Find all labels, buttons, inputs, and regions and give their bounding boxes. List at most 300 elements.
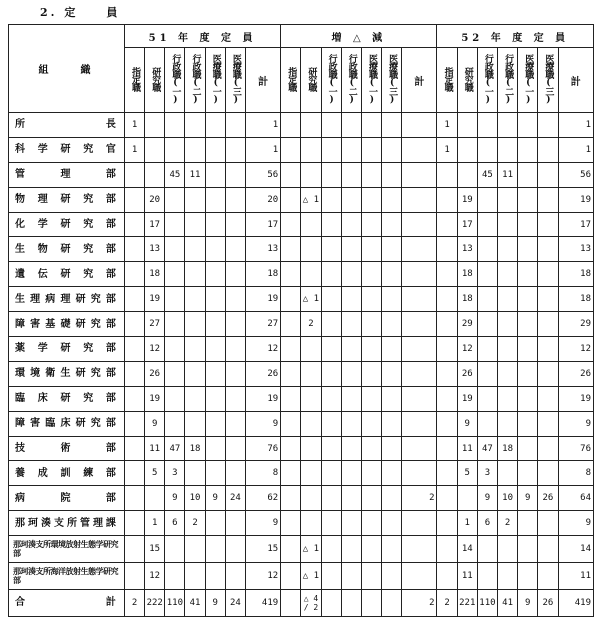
total-cell <box>402 113 437 138</box>
value-cell <box>301 162 321 187</box>
total-cell: 8 <box>558 461 593 486</box>
value-cell <box>437 337 457 362</box>
value-cell <box>185 337 205 362</box>
value-cell <box>185 212 205 237</box>
total-cell: 18 <box>558 262 593 287</box>
total-cell: 19 <box>245 287 280 312</box>
value-cell <box>361 361 381 386</box>
value-cell <box>124 187 144 212</box>
value-cell <box>281 137 301 162</box>
value-cell <box>437 536 457 563</box>
value-cell: 12 <box>457 337 477 362</box>
value-cell <box>437 312 457 337</box>
value-cell <box>321 212 341 237</box>
value-cell <box>321 113 341 138</box>
value-cell: 17 <box>457 212 477 237</box>
value-cell <box>498 137 518 162</box>
value-cell: 18 <box>498 436 518 461</box>
group-header-change: 増 △ 減 <box>281 25 437 48</box>
org-name-cell: 病 院 部 <box>9 486 125 511</box>
column-header-a-3 <box>185 48 205 113</box>
value-cell <box>341 162 361 187</box>
value-cell: 6 <box>165 511 185 536</box>
value-cell <box>518 312 538 337</box>
value-cell <box>301 262 321 287</box>
total-cell: 12 <box>245 563 280 590</box>
column-header-label: 指定職 <box>130 66 141 91</box>
total-cell <box>402 137 437 162</box>
value-cell <box>518 386 538 411</box>
value-cell <box>361 312 381 337</box>
column-header-label: 医療職(一) <box>210 53 221 104</box>
value-cell <box>361 486 381 511</box>
value-cell <box>538 237 558 262</box>
value-cell <box>538 212 558 237</box>
value-cell <box>281 262 301 287</box>
org-name-cell: 物理研究部 <box>9 187 125 212</box>
value-cell <box>477 262 497 287</box>
value-cell: 20 <box>145 187 165 212</box>
table-row <box>9 436 594 461</box>
value-cell <box>281 162 301 187</box>
value-cell: 222 <box>145 589 165 616</box>
value-cell <box>225 461 245 486</box>
value-cell <box>498 337 518 362</box>
value-cell <box>124 436 144 461</box>
value-cell <box>165 287 185 312</box>
value-cell <box>145 486 165 511</box>
value-cell <box>538 287 558 312</box>
value-cell <box>185 563 205 590</box>
total-cell: 8 <box>245 461 280 486</box>
column-header-a-1 <box>145 48 165 113</box>
value-cell <box>165 137 185 162</box>
total-cell: 9 <box>558 511 593 536</box>
value-cell <box>301 212 321 237</box>
value-cell <box>341 536 361 563</box>
org-name-cell: 所 長 <box>9 113 125 138</box>
value-cell <box>321 436 341 461</box>
total-cell: 64 <box>558 486 593 511</box>
org-name-cell: 那珂湊支所環境放射生態学研究部 <box>9 536 125 563</box>
value-cell: 26 <box>538 486 558 511</box>
value-cell <box>518 563 538 590</box>
value-cell <box>498 262 518 287</box>
value-cell <box>281 386 301 411</box>
value-cell <box>538 337 558 362</box>
table-row <box>9 212 594 237</box>
value-cell <box>205 461 225 486</box>
value-cell: 5 <box>145 461 165 486</box>
total-cell <box>402 212 437 237</box>
value-cell <box>185 113 205 138</box>
column-header-b-3 <box>498 48 518 113</box>
value-cell <box>498 361 518 386</box>
value-cell <box>477 337 497 362</box>
value-cell <box>477 563 497 590</box>
value-cell: 10 <box>498 486 518 511</box>
value-cell <box>518 113 538 138</box>
value-cell: 2 <box>301 312 321 337</box>
value-cell <box>457 137 477 162</box>
value-cell <box>477 411 497 436</box>
value-cell <box>185 386 205 411</box>
value-cell: 3 <box>165 461 185 486</box>
value-cell <box>518 187 538 212</box>
value-cell: 11 <box>185 162 205 187</box>
value-cell <box>321 287 341 312</box>
value-cell <box>124 461 144 486</box>
value-cell <box>124 237 144 262</box>
value-cell: 47 <box>165 436 185 461</box>
column-header-label: 行政職(二) <box>503 53 514 104</box>
value-cell <box>321 187 341 212</box>
value-cell: 1 <box>457 511 477 536</box>
value-cell <box>301 436 321 461</box>
total-cell <box>402 312 437 337</box>
value-cell: 1 <box>437 113 457 138</box>
total-cell: 12 <box>245 337 280 362</box>
value-cell <box>205 113 225 138</box>
value-cell <box>361 411 381 436</box>
value-cell <box>382 162 402 187</box>
value-cell: 19 <box>145 386 165 411</box>
total-cell: 9 <box>245 411 280 436</box>
value-cell <box>518 511 538 536</box>
value-cell <box>321 137 341 162</box>
org-name-cell: 那珂湊支所管理課 <box>9 511 125 536</box>
value-cell: 10 <box>185 486 205 511</box>
table-row <box>9 411 594 436</box>
column-header-a-4 <box>205 48 225 113</box>
total-cell: 17 <box>245 212 280 237</box>
value-cell <box>382 589 402 616</box>
value-cell: 11 <box>145 436 165 461</box>
value-cell <box>382 361 402 386</box>
value-cell <box>382 411 402 436</box>
value-cell <box>477 113 497 138</box>
total-cell <box>402 536 437 563</box>
value-cell <box>124 287 144 312</box>
value-cell <box>165 262 185 287</box>
column-header-label: 研究職 <box>462 66 473 91</box>
value-cell <box>301 461 321 486</box>
value-cell <box>518 436 538 461</box>
value-cell: 11 <box>498 162 518 187</box>
value-cell <box>225 237 245 262</box>
column-header-label: 行政職(一) <box>482 53 493 104</box>
value-cell <box>361 436 381 461</box>
column-header-label: 医療職(三) <box>387 53 398 104</box>
total-cell: 15 <box>245 536 280 563</box>
value-cell <box>437 411 457 436</box>
value-cell: 9 <box>457 411 477 436</box>
value-cell: 13 <box>145 237 165 262</box>
value-cell <box>321 237 341 262</box>
column-header-total-b: 計 <box>558 48 593 113</box>
column-header-b-0 <box>437 48 457 113</box>
value-cell <box>498 312 518 337</box>
column-header-b-4 <box>518 48 538 113</box>
value-cell <box>205 212 225 237</box>
value-cell <box>477 237 497 262</box>
value-cell: 1 <box>124 137 144 162</box>
value-cell <box>382 287 402 312</box>
org-name-cell: 環境衛生研究部 <box>9 361 125 386</box>
total-cell <box>402 337 437 362</box>
value-cell <box>321 589 341 616</box>
value-cell <box>225 386 245 411</box>
value-cell <box>225 411 245 436</box>
value-cell <box>538 137 558 162</box>
value-cell: 26 <box>457 361 477 386</box>
value-cell <box>361 511 381 536</box>
value-cell: 1 <box>145 511 165 536</box>
column-header-total-a: 計 <box>245 48 280 113</box>
value-cell <box>145 162 165 187</box>
value-cell <box>185 536 205 563</box>
value-cell <box>225 262 245 287</box>
column-header-label: 行政職(二) <box>190 53 201 104</box>
org-name-cell: 障害臨床研究部 <box>9 411 125 436</box>
value-cell: 45 <box>165 162 185 187</box>
value-cell <box>185 312 205 337</box>
value-cell: 1 <box>124 113 144 138</box>
value-cell <box>498 386 518 411</box>
value-cell <box>281 411 301 436</box>
table-row <box>9 162 594 187</box>
value-cell <box>382 312 402 337</box>
value-cell <box>165 187 185 212</box>
table-row <box>9 312 594 337</box>
value-cell <box>382 337 402 362</box>
value-cell <box>205 287 225 312</box>
table-row <box>9 386 594 411</box>
value-cell <box>321 511 341 536</box>
value-cell <box>205 411 225 436</box>
total-cell: 419 <box>245 589 280 616</box>
value-cell <box>205 137 225 162</box>
value-cell <box>518 536 538 563</box>
value-cell: 19 <box>457 386 477 411</box>
value-cell: 14 <box>457 536 477 563</box>
total-cell: 2 <box>402 589 437 616</box>
value-cell <box>124 337 144 362</box>
value-cell <box>457 486 477 511</box>
value-cell <box>124 386 144 411</box>
value-cell <box>321 262 341 287</box>
value-cell <box>185 411 205 436</box>
value-cell <box>281 212 301 237</box>
total-cell: 20 <box>245 187 280 212</box>
column-header-a-2 <box>165 48 185 113</box>
org-name-cell: 那珂湊支所海洋放射生態学研究部 <box>9 563 125 590</box>
value-cell <box>457 113 477 138</box>
value-cell <box>341 511 361 536</box>
value-cell <box>498 287 518 312</box>
value-cell: 24 <box>225 589 245 616</box>
value-cell <box>185 287 205 312</box>
value-cell <box>205 187 225 212</box>
table-body <box>9 113 594 617</box>
value-cell <box>301 113 321 138</box>
value-cell <box>518 237 538 262</box>
value-cell <box>281 536 301 563</box>
total-cell: 2 <box>402 486 437 511</box>
column-header-label: 研究職 <box>150 66 161 91</box>
column-header-d-4 <box>361 48 381 113</box>
value-cell: 19 <box>457 187 477 212</box>
total-cell: 9 <box>558 411 593 436</box>
value-cell <box>382 511 402 536</box>
total-cell: 27 <box>245 312 280 337</box>
value-cell <box>361 589 381 616</box>
value-cell <box>538 386 558 411</box>
value-cell <box>225 137 245 162</box>
value-cell <box>124 486 144 511</box>
org-column-header: 組 織 <box>9 25 125 113</box>
total-cell <box>402 287 437 312</box>
value-cell <box>321 563 341 590</box>
total-cell <box>402 361 437 386</box>
value-cell <box>518 287 538 312</box>
value-cell <box>437 287 457 312</box>
value-cell: △ 4 / 2 <box>301 589 321 616</box>
value-cell <box>437 237 457 262</box>
value-cell <box>185 237 205 262</box>
value-cell <box>301 337 321 362</box>
value-cell <box>361 137 381 162</box>
value-cell <box>341 187 361 212</box>
value-cell <box>124 563 144 590</box>
value-cell <box>281 436 301 461</box>
value-cell <box>205 563 225 590</box>
total-cell: 1 <box>245 113 280 138</box>
table-row <box>9 589 594 616</box>
org-name-cell: 化学研究部 <box>9 212 125 237</box>
value-cell <box>341 386 361 411</box>
value-cell <box>301 237 321 262</box>
value-cell: 110 <box>477 589 497 616</box>
value-cell: 26 <box>145 361 165 386</box>
value-cell <box>382 563 402 590</box>
value-cell <box>341 287 361 312</box>
value-cell <box>124 536 144 563</box>
column-header-label: 研究職 <box>306 66 317 91</box>
value-cell <box>341 312 361 337</box>
value-cell: 19 <box>145 287 165 312</box>
value-cell <box>205 511 225 536</box>
total-cell: 19 <box>558 386 593 411</box>
value-cell <box>225 287 245 312</box>
value-cell <box>281 337 301 362</box>
column-header-b-1 <box>457 48 477 113</box>
value-cell: 18 <box>457 262 477 287</box>
value-cell <box>382 436 402 461</box>
value-cell <box>205 262 225 287</box>
value-cell <box>341 563 361 590</box>
value-cell <box>477 187 497 212</box>
total-cell: 9 <box>245 511 280 536</box>
column-header-label: 医療職(三) <box>230 53 241 104</box>
staff-quota-table <box>8 24 594 617</box>
value-cell <box>165 411 185 436</box>
value-cell <box>361 386 381 411</box>
column-header-d-3 <box>341 48 361 113</box>
value-cell: △ 1 <box>301 187 321 212</box>
value-cell <box>361 262 381 287</box>
value-cell <box>281 237 301 262</box>
value-cell <box>382 212 402 237</box>
table-row <box>9 486 594 511</box>
value-cell <box>341 113 361 138</box>
value-cell <box>124 312 144 337</box>
value-cell <box>477 287 497 312</box>
total-cell: 1 <box>558 113 593 138</box>
value-cell <box>225 436 245 461</box>
group-header-51: 51 年 度 定 員 <box>124 25 280 48</box>
value-cell <box>437 563 457 590</box>
value-cell <box>205 337 225 362</box>
value-cell <box>361 536 381 563</box>
total-cell <box>402 386 437 411</box>
value-cell: 29 <box>457 312 477 337</box>
column-header-label: 行政職(二) <box>346 53 357 104</box>
total-cell <box>402 511 437 536</box>
value-cell <box>437 361 457 386</box>
total-cell: 14 <box>558 536 593 563</box>
table-row <box>9 361 594 386</box>
value-cell <box>361 287 381 312</box>
value-cell <box>341 461 361 486</box>
value-cell <box>301 137 321 162</box>
total-cell: 18 <box>245 262 280 287</box>
value-cell: 41 <box>498 589 518 616</box>
value-cell <box>321 361 341 386</box>
page-title: 2. 定 員 <box>40 6 121 19</box>
value-cell: 110 <box>165 589 185 616</box>
value-cell <box>437 436 457 461</box>
total-cell: 56 <box>245 162 280 187</box>
total-cell <box>402 461 437 486</box>
value-cell <box>437 162 457 187</box>
value-cell <box>361 237 381 262</box>
value-cell <box>225 337 245 362</box>
total-cell: 56 <box>558 162 593 187</box>
value-cell <box>382 262 402 287</box>
value-cell <box>498 212 518 237</box>
column-header-total-d: 計 <box>402 48 437 113</box>
value-cell <box>321 461 341 486</box>
value-cell <box>538 312 558 337</box>
staff-quota-table-region <box>8 24 594 610</box>
value-cell <box>518 262 538 287</box>
value-cell <box>498 113 518 138</box>
value-cell <box>205 536 225 563</box>
value-cell <box>225 187 245 212</box>
value-cell <box>361 563 381 590</box>
total-cell <box>402 187 437 212</box>
value-cell <box>341 361 361 386</box>
total-cell <box>402 411 437 436</box>
column-header-label: 行政職(一) <box>170 53 181 104</box>
value-cell <box>498 237 518 262</box>
value-cell <box>281 461 301 486</box>
value-cell <box>145 137 165 162</box>
value-cell <box>477 137 497 162</box>
value-cell <box>518 162 538 187</box>
column-header-label: 指定職 <box>442 66 453 91</box>
